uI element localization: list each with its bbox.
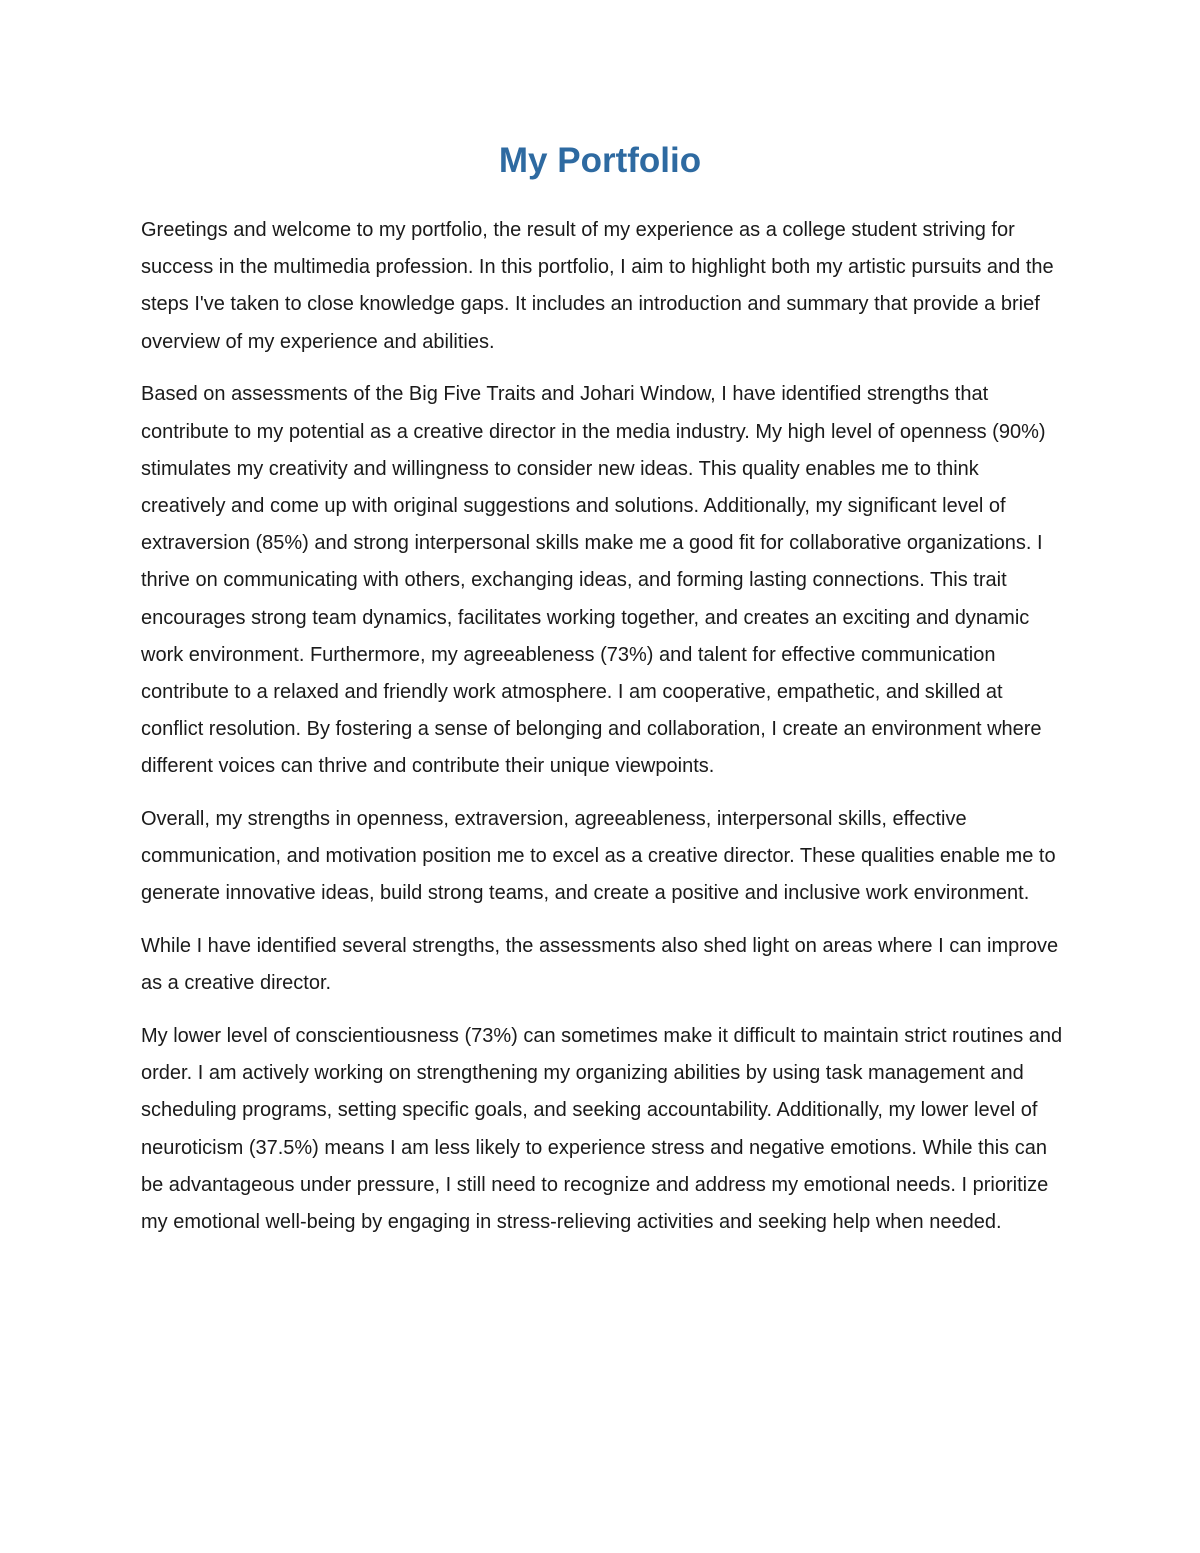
paragraph-strengths-summary: Overall, my strengths in openness, extraversion, agreeableness, interpersonal skills, effective communication, and motivation position me to excel as a creative director. These qualities enable me to generate innovative ideas, build strong teams, and create a positive and inclusive work environment. — [141, 808, 1056, 905]
paragraph-introduction: Greetings and welcome to my portfolio, the result of my experience as a college student striving for success in the multimedia profession. In this portfolio, I aim to highlight both my artistic pursuits and the steps I've taken to close knowledge gaps. It includes an introduction and summary that provide a brief overview of my experience and abilities. — [141, 219, 1054, 353]
page-title: My Portfolio — [498, 141, 702, 180]
paragraph-strengths: Based on assessments of the Big Five Traits and Johari Window, I have identified strengths that contribute to my potential as a creative director in the media industry. My high level of openness (90%) stimulates my creativity and willingness to consider new ideas. This quality enables me to think creatively and come up with original suggestions and solutions. Additionally, my significant level of extraversion (85%) and strong interpersonal skills make me a good fit for collaborative organizations. I thrive on communicating with others, exchanging ideas, and forming lasting connections. This trait encourages strong team dynamics, facilitates working together, and creates an exciting and dynamic work environment. Furthermore, my agreeableness (73%) and talent for effective communication contribute to a relaxed and friendly work atmosphere. I am cooperative, empathetic, and skilled at conflict resolution. By fostering a sense of belonging and collaboration, I create an environment where different voices can thrive and contribute their unique viewpoints. — [141, 383, 1046, 778]
paragraph-weaknesses: My lower level of conscientiousness (73%) can sometimes make it difficult to maintain strict routines and order. I am actively working on strengthening my organizing abilities by using task management and scheduling programs, setting specific goals, and seeking accountability. Additionally, my lower level of neuroticism (37.5%) means I am less likely to experience stress and negative emotions. While this can be advantageous under pressure, I still need to recognize and address my emotional needs. I prioritize my emotional well-being by engaging in stress-relieving activities and seeking help when needed. — [141, 1025, 1063, 1234]
document-body — [141, 212, 1065, 1257]
paragraph-improvement-intro: While I have identified several strengths, the assessments also shed light on areas where I can improve as a creative director. — [141, 935, 1059, 995]
